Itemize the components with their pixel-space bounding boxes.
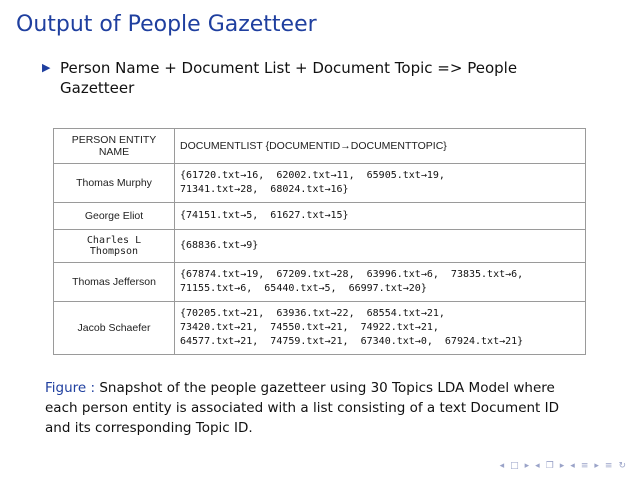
person-name-cell: Thomas Jefferson: [54, 263, 175, 302]
column-header-doclist: DOCUMENTLIST {DOCUMENTID→DOCUMENTTOPIC}: [175, 129, 586, 164]
bullet-triangle-icon: ▶: [42, 61, 51, 74]
nav-frame-left-icon[interactable]: ◂: [499, 461, 505, 471]
document-list-cell: {61720.txt→16, 62002.txt→11, 65905.txt→19, 71341.txt→28, 68024.txt→16}: [175, 164, 586, 203]
nav-section-icon: ≡: [580, 461, 589, 471]
nav-section-right-icon[interactable]: ▸: [594, 461, 599, 471]
document-list-cell: {70205.txt→21, 63936.txt→22, 68554.txt→21, 73420.txt→21, 74550.txt→21, 74922.txt→21, 64577.txt→21, 74759.txt→21, 67340.txt→0, 67924.txt→21}: [175, 302, 586, 355]
nav-align-icon[interactable]: ≡: [604, 461, 613, 471]
person-name-cell: Charles L Thompson: [54, 230, 175, 263]
table-row: [54, 203, 586, 230]
table-row: [54, 302, 586, 355]
beamer-navigation: [500, 459, 626, 473]
nav-section-left-icon[interactable]: ◂: [570, 461, 575, 471]
bullet-text: Person Name + Document List + Document Topic => People Gazetteer: [60, 59, 518, 97]
slide-title: Output of People Gazetteer: [16, 12, 317, 37]
table-row: [54, 230, 586, 263]
figure-caption: [45, 378, 585, 438]
nav-search-icon[interactable]: ↻: [618, 461, 626, 471]
nav-subsection-left-icon[interactable]: ◂: [535, 461, 540, 471]
nav-subsection-right-icon[interactable]: ▸: [559, 461, 565, 471]
gazetteer-table: [53, 128, 586, 355]
nav-frame-icon: □: [510, 461, 519, 471]
column-header-person: PERSON ENTITY NAME: [54, 129, 175, 164]
document-list-cell: {67874.txt→19, 67209.txt→28, 63996.txt→6, 73835.txt→6, 71155.txt→6, 65440.txt→5, 66997.txt→20}: [175, 263, 586, 302]
bullet-item: [42, 58, 580, 98]
table-row: [54, 164, 586, 203]
caption-label: Figure :: [45, 380, 96, 396]
nav-subsection-icon: ❐: [545, 461, 554, 471]
person-name-cell: Jacob Schaefer: [54, 302, 175, 355]
person-name-cell: Thomas Murphy: [54, 164, 175, 203]
document-list-cell: {74151.txt→5, 61627.txt→15}: [175, 203, 586, 230]
gazetteer-table-image: [53, 128, 586, 357]
caption-text: Snapshot of the people gazetteer using 30 Topics LDA Model where each person entity is associated with a list consisting of a text Document ID and its corresponding Topic ID.: [45, 380, 560, 436]
table-row: [54, 263, 586, 302]
person-name-cell: George Eliot: [54, 203, 175, 230]
document-list-cell: {68836.txt→9}: [175, 230, 586, 263]
nav-frame-right-icon[interactable]: ▸: [524, 461, 530, 471]
